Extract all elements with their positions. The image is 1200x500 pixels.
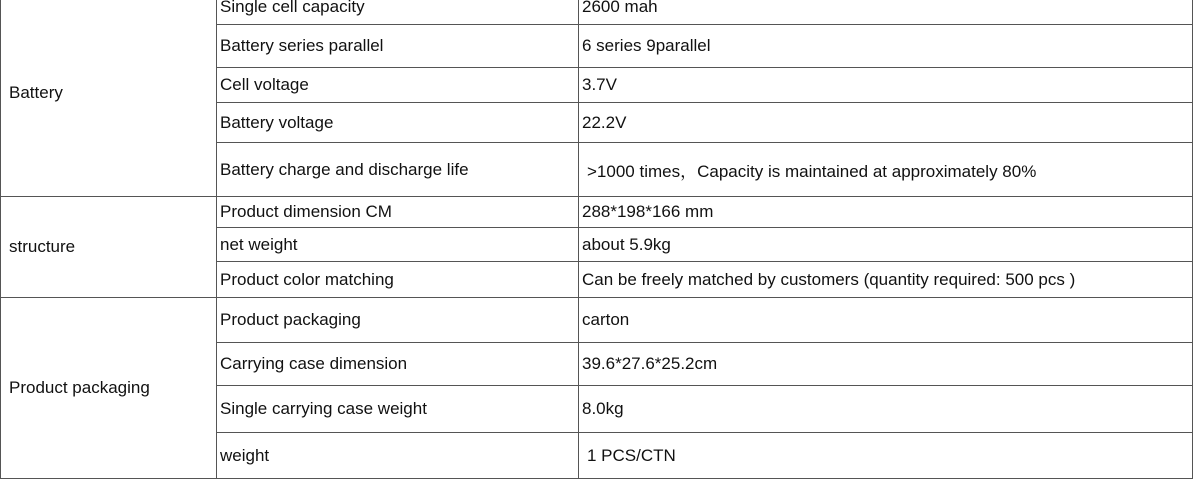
table-row bbox=[1, 197, 1193, 228]
spec-value: >1000 times，Capacity is maintained at approximately 80% bbox=[579, 143, 1193, 197]
spec-value: Can be freely matched by customers (quantity required: 500 pcs ) bbox=[579, 262, 1193, 298]
table-row bbox=[1, 0, 1193, 25]
spec-value: 8.0kg bbox=[579, 386, 1193, 433]
table-row bbox=[1, 298, 1193, 343]
spec-key: Battery charge and discharge life bbox=[217, 143, 579, 197]
spec-key: Cell voltage bbox=[217, 68, 579, 103]
spec-value: 6 series 9parallel bbox=[579, 25, 1193, 68]
spec-key: Product color matching bbox=[217, 262, 579, 298]
spec-key: Battery series parallel bbox=[217, 25, 579, 68]
spec-value: 3.7V bbox=[579, 68, 1193, 103]
group-label-product-packaging: Product packaging bbox=[1, 298, 217, 479]
spec-value: 288*198*166 mm bbox=[579, 197, 1193, 228]
spec-value: carton bbox=[579, 298, 1193, 343]
spec-value: 22.2V bbox=[579, 103, 1193, 143]
spec-key: Single cell capacity bbox=[217, 0, 579, 25]
group-label-structure: structure bbox=[1, 197, 217, 298]
spec-key: weight bbox=[217, 433, 579, 479]
group-label-battery: Battery bbox=[1, 0, 217, 197]
spec-key: net weight bbox=[217, 228, 579, 262]
spec-key: Product packaging bbox=[217, 298, 579, 343]
spec-key: Product dimension CM bbox=[217, 197, 579, 228]
spec-value: about 5.9kg bbox=[579, 228, 1193, 262]
spec-value: 39.6*27.6*25.2cm bbox=[579, 343, 1193, 386]
spec-key: Battery voltage bbox=[217, 103, 579, 143]
spec-key: Carrying case dimension bbox=[217, 343, 579, 386]
spec-value: 2600 mah bbox=[579, 0, 1193, 25]
spec-key: Single carrying case weight bbox=[217, 386, 579, 433]
spec-value: 1 PCS/CTN bbox=[579, 433, 1193, 479]
